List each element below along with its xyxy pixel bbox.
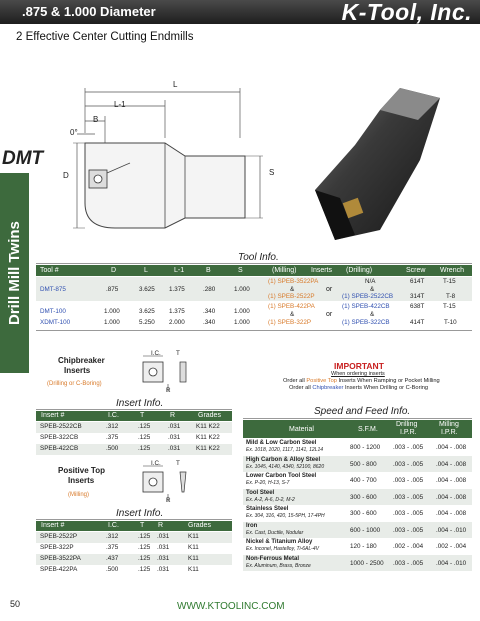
milling-insert: (1) SPEB-422PA bbox=[268, 303, 315, 310]
milling-amp: & bbox=[290, 311, 295, 318]
tool-info-header bbox=[36, 265, 472, 276]
chipbreaker-subtitle: Inserts bbox=[64, 366, 91, 375]
cell-ic: .375 bbox=[106, 544, 119, 551]
col-l: L bbox=[144, 267, 148, 274]
important-chipbreaker: Chipbreaker bbox=[312, 385, 344, 391]
material-name: Mild & Low Carbon Steel bbox=[246, 440, 317, 446]
series-code: DMT bbox=[2, 148, 44, 169]
cell-sfm: 120 - 180 bbox=[350, 543, 377, 550]
positive-note: (Milling) bbox=[68, 492, 89, 498]
dim-l1-label: L-1 bbox=[114, 100, 126, 109]
cell-r: .031 bbox=[157, 544, 170, 551]
material-name: Lower Carbon Tool Steel bbox=[246, 473, 317, 479]
col-d: D bbox=[111, 267, 117, 274]
chipbreaker-title: Chipbreaker bbox=[58, 356, 105, 365]
material-example: Ex. 1045, 4140, 4340, 52100, 8620 bbox=[246, 463, 325, 470]
cell-l1: 1.375 bbox=[169, 286, 185, 293]
col-material: Material bbox=[289, 426, 314, 433]
cell-sfm: 400 - 700 bbox=[350, 477, 377, 484]
header-title: .875 & 1.000 Diameter bbox=[22, 4, 156, 19]
cell-drilling-ipr: .003 - .005 bbox=[393, 526, 424, 534]
insert-info-2-header bbox=[36, 521, 232, 531]
cell-r: .031 bbox=[168, 445, 181, 452]
insert-number: SPEB-422CB bbox=[40, 445, 79, 452]
cell-b: .340 bbox=[203, 308, 216, 315]
important-line-1 bbox=[283, 378, 440, 384]
tool-info-rule bbox=[36, 263, 472, 264]
material-example: Ex. A-2, A-6, D-2, M-2 bbox=[246, 496, 295, 503]
col-r: R bbox=[170, 412, 176, 419]
cell-b: .340 bbox=[203, 319, 216, 326]
cell-t: .125 bbox=[138, 423, 151, 430]
important-text: Order all bbox=[283, 378, 307, 384]
dim-l-label: L bbox=[173, 80, 178, 89]
speed-feed-title: Speed and Feed Info. bbox=[314, 406, 411, 417]
page-number: 50 bbox=[10, 599, 21, 609]
important-title: IMPORTANT bbox=[334, 361, 384, 371]
cell-drilling-ipr: .003 - .005 bbox=[393, 444, 424, 451]
cell-grades: K11 K22 bbox=[196, 445, 220, 452]
dim-angle-label: 0° bbox=[70, 128, 78, 137]
col-r: R bbox=[158, 522, 164, 529]
col-t: T bbox=[140, 522, 145, 529]
col-screw: Screw bbox=[406, 267, 426, 274]
chipbreaker-t-label: T bbox=[176, 350, 180, 357]
cell-drilling-ipr: .003 - .005 bbox=[393, 493, 424, 501]
important-text: Order all bbox=[289, 385, 313, 391]
material-name: Tool Steel bbox=[246, 489, 275, 496]
positive-subtitle: Inserts bbox=[68, 476, 95, 485]
col-b: B bbox=[206, 267, 211, 274]
cell-sfm: 1000 - 2500 bbox=[350, 559, 384, 567]
cell-drilling-ipr: .003 - .005 bbox=[393, 510, 424, 517]
cell-drilling-ipr: .002 - .004 bbox=[393, 543, 424, 550]
cell-r: .031 bbox=[157, 566, 170, 573]
cell-milling-ipr: .004 - .010 bbox=[436, 559, 467, 567]
cell-ic: .437 bbox=[106, 555, 119, 562]
col-drilling: (Drilling) bbox=[346, 267, 373, 274]
dim-s-label: S bbox=[269, 168, 275, 177]
cell-s: 1.000 bbox=[234, 286, 250, 293]
cell-t: .125 bbox=[138, 566, 151, 573]
insert-info-1-title: Insert Info. bbox=[116, 398, 164, 409]
milling-insert: (1) SPEB-2522P bbox=[268, 293, 315, 300]
positive-ic-label: I.C. bbox=[151, 460, 161, 467]
cell-grades: K11 K22 bbox=[196, 423, 220, 430]
positive-t-label: T bbox=[176, 460, 180, 467]
chipbreaker-r-label: R bbox=[166, 387, 171, 394]
cell-ic: .500 bbox=[106, 445, 119, 452]
cell-t: .125 bbox=[138, 555, 151, 562]
col-wrench: Wrench bbox=[440, 267, 464, 274]
milling-insert: (1) SPEB-322P bbox=[268, 319, 312, 326]
cell-sfm: 800 - 1200 bbox=[350, 444, 381, 451]
brand-logo: K-Tool, Inc. bbox=[341, 0, 472, 25]
insert-number: SPEB-322P bbox=[40, 544, 74, 551]
material-name: Nickel & Titanium Alloy bbox=[246, 539, 313, 545]
insert-info-1-rule bbox=[36, 409, 232, 410]
cell-drilling-ipr: .003 - .005 bbox=[393, 559, 424, 567]
col-drilling-ipr: I.P.R. bbox=[400, 429, 417, 436]
col-inserts: Inserts bbox=[311, 267, 333, 274]
milling-insert: (1) SPEB-3522PA bbox=[268, 278, 319, 285]
col-ic: I.C. bbox=[108, 412, 119, 419]
chipbreaker-note: (Drilling or C-Boring) bbox=[47, 381, 102, 387]
col-sfm: S.F.M. bbox=[358, 426, 378, 433]
important-line-2 bbox=[289, 385, 428, 391]
screw: 614T bbox=[410, 278, 425, 285]
cell-r: .031 bbox=[157, 555, 170, 562]
endmill-photo bbox=[300, 80, 460, 240]
col-drilling: Drilling bbox=[396, 421, 418, 428]
cell-milling-ipr: .004 - .008 bbox=[436, 477, 467, 484]
important-text: Inserts When Drilling or C-Boring bbox=[343, 385, 429, 391]
material-name: Stainless Steel bbox=[246, 506, 289, 512]
wrench: T-15 bbox=[443, 278, 456, 285]
cell-grades: K11 bbox=[188, 544, 199, 551]
cell-drilling-ipr: .003 - .005 bbox=[393, 460, 424, 468]
cell-milling-ipr: .004 - .008 bbox=[436, 493, 467, 501]
drilling-insert: N/A bbox=[365, 278, 376, 285]
tool-number: DMT-100 bbox=[40, 308, 66, 315]
cell-grades: K11 bbox=[188, 555, 199, 562]
positive-title: Positive Top bbox=[58, 466, 105, 475]
cell-r: .031 bbox=[168, 434, 181, 441]
cell-l: 3.625 bbox=[139, 286, 155, 293]
col-grades: Grades bbox=[188, 522, 211, 529]
insert-number: SPEB-2522CB bbox=[40, 423, 82, 430]
material-example: Ex. 304, 316, 420, 15-5PH, 17-4PH bbox=[246, 513, 325, 519]
drilling-insert: (1) SPEB-322CB bbox=[342, 319, 390, 326]
insert-info-2-rule bbox=[36, 519, 232, 520]
dim-b-label: B bbox=[93, 115, 99, 124]
material-name: Non-Ferrous Metal bbox=[246, 555, 300, 562]
insert-info-2-title: Insert Info. bbox=[116, 508, 164, 519]
tool-number: DMT-875 bbox=[40, 286, 66, 293]
dim-d-label: D bbox=[63, 171, 69, 180]
material-example: Ex. Cast, Ductile, Nodular bbox=[246, 529, 304, 536]
material-example: Ex. P-20, H-13, S-7 bbox=[246, 480, 290, 486]
speed-feed-header bbox=[243, 420, 472, 438]
col-milling: Milling bbox=[439, 421, 459, 428]
wrench: T-15 bbox=[443, 303, 456, 310]
positive-r-label: R bbox=[166, 497, 171, 504]
page-subtitle: 2 Effective Center Cutting Endmills bbox=[16, 31, 194, 43]
cell-d: 1.000 bbox=[104, 319, 120, 326]
or-label: or bbox=[326, 286, 333, 293]
col-insert: Insert # bbox=[41, 522, 65, 529]
insert-number: SPEB-322CB bbox=[40, 434, 79, 441]
tool-number: XDMT-100 bbox=[40, 319, 71, 326]
insert-number: SPEB-3522PA bbox=[40, 555, 81, 562]
cell-sfm: 500 - 800 bbox=[350, 460, 377, 468]
cell-r: .031 bbox=[157, 533, 170, 540]
or-label: or bbox=[326, 311, 333, 318]
cell-r: .031 bbox=[168, 423, 181, 430]
cell-b: .280 bbox=[203, 286, 216, 293]
insert-info-1-header bbox=[36, 411, 232, 421]
material-example: Ex. 1018, 1020, 1117, 1141, 12L14 bbox=[246, 447, 324, 453]
endmill-dimension-drawing bbox=[55, 78, 295, 248]
col-insert: Insert # bbox=[41, 412, 65, 419]
cell-drilling-ipr: .003 - .005 bbox=[393, 477, 424, 484]
material-example: Ex. Inconel, Hastelloy, Ti-6AL-4V bbox=[246, 546, 319, 552]
cell-l1: 1.375 bbox=[169, 308, 185, 315]
important-text: Inserts When Ramping or Pocket Milling bbox=[336, 378, 440, 384]
cell-milling-ipr: .004 - .008 bbox=[436, 460, 467, 468]
cell-t: .125 bbox=[138, 533, 151, 540]
cell-t: .125 bbox=[138, 544, 151, 551]
wrench: T-10 bbox=[444, 319, 457, 326]
col-l1: L-1 bbox=[174, 267, 185, 274]
cell-d: .875 bbox=[106, 286, 119, 293]
cell-l1: 2.000 bbox=[169, 319, 185, 326]
cell-s: 1.000 bbox=[234, 319, 250, 326]
col-t: T bbox=[140, 412, 145, 419]
drilling-insert: (1) SPEB-2522CB bbox=[342, 293, 394, 300]
cell-grades: K11 K22 bbox=[196, 434, 220, 441]
screw: 414T bbox=[410, 319, 425, 326]
cell-ic: .500 bbox=[106, 566, 119, 573]
cell-ic: .312 bbox=[106, 533, 119, 540]
website-link[interactable]: WWW.KTOOLINC.COM bbox=[177, 601, 285, 612]
cell-ic: .375 bbox=[106, 434, 119, 441]
wrench: T-8 bbox=[446, 293, 456, 300]
tool-info-title: Tool Info. bbox=[238, 252, 279, 263]
cell-grades: K11 bbox=[188, 566, 199, 573]
cell-sfm: 300 - 600 bbox=[350, 493, 377, 501]
col-tool: Tool # bbox=[40, 267, 59, 274]
insert-number: SPEB-2522P bbox=[40, 533, 78, 540]
col-s: S bbox=[238, 267, 243, 274]
material-name: High Carbon & Alloy Steel bbox=[246, 456, 321, 463]
cell-milling-ipr: .004 - .008 bbox=[436, 510, 467, 517]
cell-milling-ipr: .004 - .008 bbox=[436, 444, 467, 451]
side-tab-label: Drill Mill Twins bbox=[6, 221, 23, 325]
screw: 638T bbox=[410, 303, 425, 310]
speed-feed-rule bbox=[243, 418, 472, 419]
drilling-insert: (1) SPEB-422CB bbox=[342, 303, 390, 310]
tool-info-bottom-rule bbox=[36, 330, 472, 331]
chipbreaker-ic-label: I.C. bbox=[151, 350, 161, 357]
col-milling-ipr: I.P.R. bbox=[441, 429, 458, 436]
milling-amp: & bbox=[290, 286, 295, 293]
material-name: Iron bbox=[246, 522, 258, 529]
material-example: Ex. Aluminum, Brass, Bronze bbox=[246, 562, 311, 569]
cell-l: 3.625 bbox=[139, 308, 155, 315]
cell-sfm: 600 - 1000 bbox=[350, 526, 381, 534]
cell-d: 1.000 bbox=[104, 308, 120, 315]
drilling-amp: & bbox=[370, 286, 375, 293]
important-subtitle: When ordering inserts bbox=[331, 371, 385, 377]
col-ic: I.C. bbox=[108, 522, 119, 529]
cell-l: 5.250 bbox=[139, 319, 155, 326]
cell-t: .125 bbox=[138, 434, 151, 441]
cell-ic: .312 bbox=[106, 423, 119, 430]
insert-number: SPEB-422PA bbox=[40, 566, 78, 573]
cell-milling-ipr: .002 - .004 bbox=[436, 543, 467, 550]
cell-t: .125 bbox=[138, 445, 151, 452]
table-row bbox=[36, 277, 472, 301]
cell-grades: K11 bbox=[188, 533, 199, 540]
col-milling: (Milling) bbox=[272, 267, 297, 274]
screw: 314T bbox=[410, 293, 425, 300]
important-positive-top: Positive Top bbox=[306, 378, 337, 384]
cell-s: 1.000 bbox=[234, 308, 250, 315]
cell-sfm: 300 - 600 bbox=[350, 510, 377, 517]
drilling-amp: & bbox=[370, 311, 375, 318]
col-grades: Grades bbox=[198, 412, 221, 419]
cell-milling-ipr: .004 - .010 bbox=[436, 526, 467, 534]
